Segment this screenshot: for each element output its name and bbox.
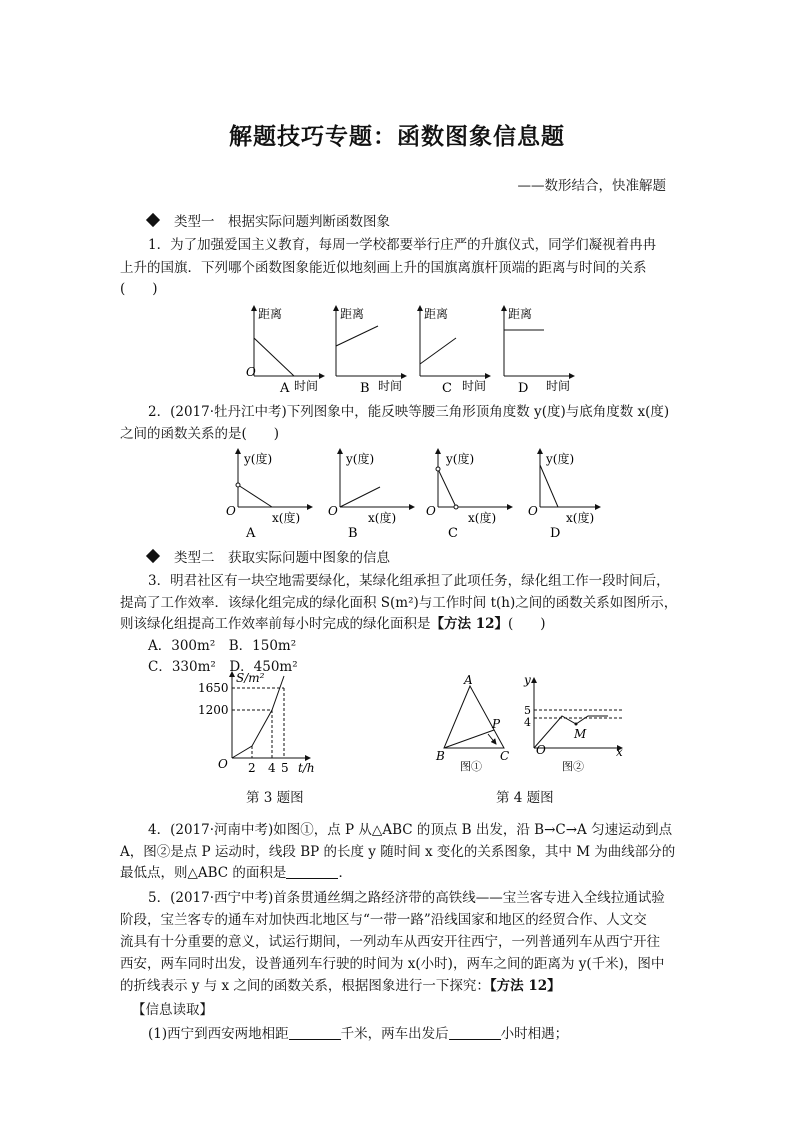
q4-fig2-tick-5: 5 [524, 704, 531, 717]
q5-line4: 西安，两车同时出发，设普通列车行驶的时间为 x(小时)，两车之间的距离为 y(千米)，图中 [120, 956, 665, 972]
q1-a-ylabel: 距离 [258, 307, 283, 321]
q1-option-a-label: A [280, 381, 290, 396]
q1-paren: ( ) [120, 281, 158, 297]
q4-fig2-x-label: x [616, 745, 623, 759]
q5-sub1 [148, 1024, 568, 1044]
q4-answer-blank[interactable] [286, 864, 338, 879]
q3-options-ab [148, 636, 296, 656]
section-2-heading [148, 548, 390, 568]
q4-line1: 4．(2017·河南中考)如图①，点 P 从△ABC 的顶点 B 出发，沿 B→C→A 匀速运动到点 [148, 822, 673, 838]
q3-option-b: B．150m² [228, 638, 297, 654]
q4-point-p: P [492, 717, 501, 731]
section-1-heading [148, 212, 390, 232]
q3-x-label: t/h [298, 761, 315, 775]
q5-line5-text: 的折线表示 y 与 x 之间的函数关系，根据图象进行一下探究： [120, 978, 490, 994]
q3-xtick-4: 4 [268, 761, 276, 775]
q5-sub1-text-a: (1)西宁到西安两地相距 [148, 1026, 289, 1042]
q4-end: ． [338, 865, 352, 881]
q1-graph-b [336, 306, 406, 396]
q3-y-label: S/m² [236, 671, 265, 685]
q1-option-d-label: D [518, 381, 529, 396]
q1-d-xlabel: 时间 [546, 379, 571, 393]
q2-graph-a [226, 449, 312, 541]
q2-line1: 2．(2017·牡丹江中考)下列图象中，能反映等腰三角形顶角度数 y(度)与底角度数 x(度) [148, 404, 670, 420]
q5-info-title: 【信息读取】 [132, 1002, 213, 1018]
q2-a-origin: O [226, 504, 236, 518]
q3-origin: O [218, 757, 228, 771]
q4-fig2-caption: 图② [562, 760, 584, 773]
q5-meet-time-blank[interactable] [449, 1025, 501, 1040]
q2-b-ylabel: y(度) [346, 452, 375, 466]
diamond-bullet-icon [146, 213, 160, 227]
section-2-label: 类型二 获取实际问题中图象的信息 [174, 550, 390, 566]
q2-a-xlabel: x(度) [272, 511, 301, 525]
q1-line1: 1．为了加强爱国主义教育，每周一学校都要举行庄严的升旗仪式，同学们凝视着冉冉 [148, 237, 657, 253]
q3-xtick-2: 2 [248, 761, 256, 775]
q2-line2: 之间的函数关系的是( ) [120, 426, 280, 442]
page-subtitle: ——数形结合，快准解题 [517, 178, 666, 194]
q3-option-c: C．330m² [148, 659, 216, 675]
q3-line2: 提高了工作效率．该绿化组完成的绿化面积 S(m²)与工作时间 t(h)之间的函数关系如图所示， [120, 595, 678, 611]
q2-d-origin: O [528, 504, 538, 518]
q4-fig2-tick-4: 4 [524, 716, 531, 729]
q4-fig2-point-m: M [574, 727, 587, 741]
q1-a-origin: O [246, 365, 256, 379]
q2-b-xlabel: x(度) [368, 511, 397, 525]
q4-fig1-triangle [435, 673, 509, 773]
q2-d-ylabel: y(度) [546, 452, 575, 466]
q5-method-tag: 【方法 12】 [489, 978, 561, 994]
q4-caption: 第 4 题图 [496, 790, 554, 806]
q1-graph-a [246, 306, 324, 396]
q3-xtick-5: 5 [281, 761, 289, 775]
q3-paren: ( ) [508, 616, 546, 632]
q2-graph-d [528, 449, 600, 541]
q2-option-c-label: C [448, 526, 458, 541]
q5-line2: 阶段，宝兰客专的通车对加快西北地区与“一带一路”沿线国家和地区的经贸合作、人文交 [120, 912, 647, 928]
q3-option-d: D．450m² [229, 659, 298, 675]
q1-graph-c [420, 306, 490, 396]
q4-point-a: A [464, 673, 473, 687]
q3-line3 [120, 614, 546, 634]
q5-sub1-text-c: 小时相遇； [500, 1026, 569, 1042]
q3-ytick-1650: 1650 [198, 681, 229, 695]
q4-line2: A，图②是点 P 运动时，线段 BP 的长度 y 随时间 x 变化的关系图象，其中 M 为曲线部分的 [120, 844, 676, 860]
q5-line1: 5．(2017·西宁中考)首条贯通丝绸之路经济带的高铁线——宝兰客专进入全线拉通试验 [148, 890, 665, 906]
q1-c-ylabel: 距离 [424, 307, 449, 321]
q4-line3-text: 最低点，则△ABC 的面积是 [120, 865, 287, 881]
q1-option-c-label: C [442, 381, 452, 396]
q3-line3-text: 则该绿化组提高工作效率前每小时完成的绿化面积是 [120, 616, 431, 632]
diamond-bullet-icon [146, 549, 160, 563]
q5-line5 [120, 976, 561, 996]
q1-d-ylabel: 距离 [508, 307, 533, 321]
q3-caption: 第 3 题图 [246, 790, 304, 806]
q2-option-b-label: B [348, 526, 358, 541]
q3-ytick-1200: 1200 [198, 703, 229, 717]
q2-c-origin: O [426, 504, 436, 518]
q3-line1: 3．明君社区有一块空地需要绿化，某绿化组承担了此项任务，绿化组工作一段时间后， [148, 573, 670, 589]
page-title: 解题技巧专题：函数图象信息题 [229, 123, 565, 150]
q2-c-xlabel: x(度) [468, 511, 497, 525]
q4-fig1-caption: 图① [460, 760, 482, 773]
q4-point-b: B [436, 749, 445, 763]
q5-sub1-text-b: 千米，两车出发后 [340, 1026, 449, 1042]
q5-distance-blank[interactable] [289, 1025, 341, 1040]
q1-option-b-label: B [360, 381, 370, 396]
q2-a-ylabel: y(度) [244, 452, 273, 466]
q1-b-xlabel: 时间 [378, 379, 403, 393]
q1-b-ylabel: 距离 [340, 307, 365, 321]
q2-graph-c [426, 449, 512, 541]
q1-a-xlabel: 时间 [294, 379, 319, 393]
q4-figures [430, 672, 630, 780]
q4-fig2-origin: O [536, 743, 546, 757]
q4-fig2-graph [523, 673, 623, 773]
q3-option-a: A．300m² [148, 638, 216, 654]
q2-graphs [222, 445, 602, 543]
q2-option-d-label: D [550, 526, 561, 541]
q1-line2: 上升的国旗．下列哪个函数图象能近似地刻画上升的国旗离旗杆顶端的距离与时间的关系 [120, 260, 647, 276]
q1-c-xlabel: 时间 [462, 379, 487, 393]
q4-fig2-y-label: y [524, 673, 531, 687]
q3-method-tag: 【方法 12】 [430, 616, 508, 632]
q1-graphs [228, 298, 588, 396]
q4-line3 [120, 863, 352, 883]
q2-d-xlabel: x(度) [566, 511, 595, 525]
q2-c-ylabel: y(度) [446, 452, 475, 466]
q5-line3: 流具有十分重要的意义，试运行期间，一列动车从西安开往西宁，一列普通列车从西宁开往 [120, 934, 660, 950]
q2-graph-b [328, 449, 414, 541]
q1-graph-d [504, 306, 574, 396]
q2-b-origin: O [328, 504, 338, 518]
q3-chart [190, 668, 330, 778]
section-1-label: 类型一 根据实际问题判断函数图象 [174, 214, 390, 230]
q4-point-c: C [500, 749, 510, 763]
q2-option-a-label: A [246, 526, 256, 541]
